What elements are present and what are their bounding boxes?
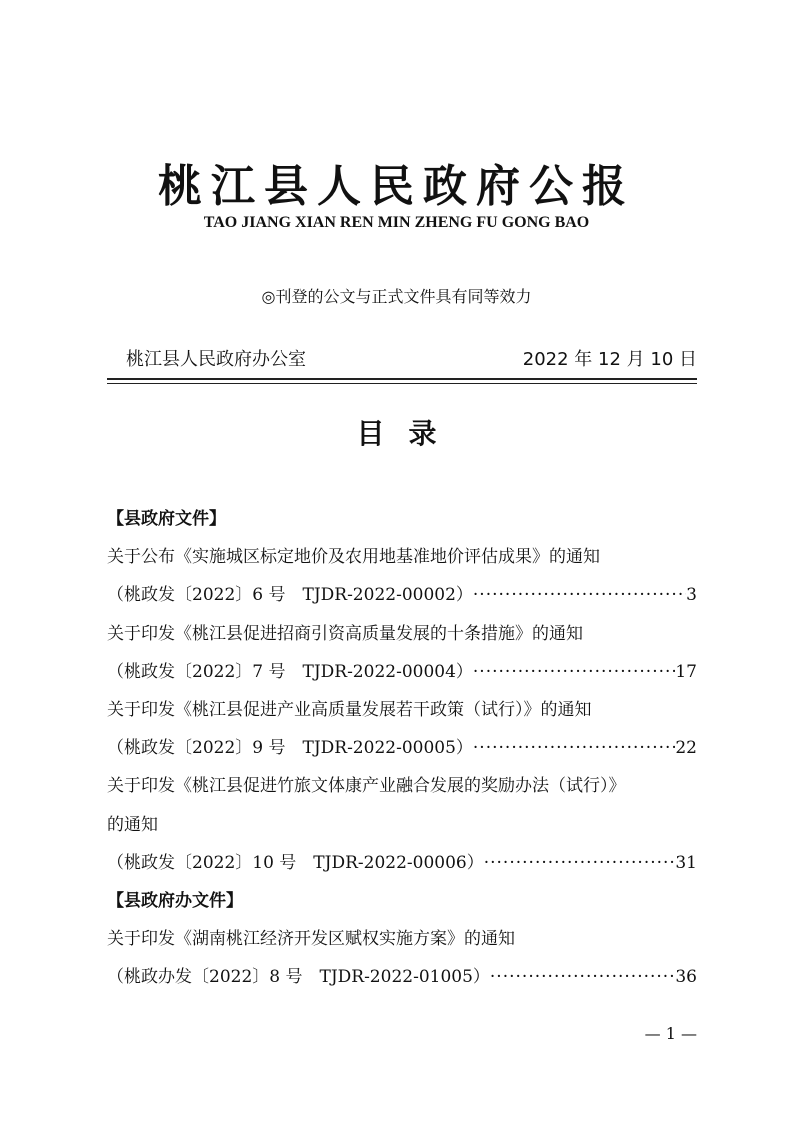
toc-entry-title[interactable]: 的通知 <box>107 814 158 835</box>
toc-entry-title[interactable]: 关于印发《湖南桃江经济开发区赋权实施方案》的通知 <box>107 929 515 950</box>
toc-entry-page: 22 <box>675 738 697 759</box>
toc-entry-ref-line[interactable] <box>107 844 697 882</box>
dot-leader <box>473 729 675 767</box>
toc-entry-doc-number: （桃政发〔2022〕10 号 TJDR-2022-00006） <box>107 852 484 873</box>
gazette-pinyin-title: TAO JIANG XIAN REN MIN ZHENG FU GONG BAO <box>203 214 590 231</box>
issuer: 桃江县人民政府办公室 <box>126 349 306 370</box>
gazette-title: 桃江县人民政府公报 <box>158 161 635 212</box>
toc-entry-ref-line[interactable] <box>107 576 697 614</box>
toc-entry-page: 17 <box>675 661 697 682</box>
toc-entry-page: 36 <box>675 967 697 988</box>
validity-notice: ◎刊登的公文与正式文件具有同等效力 <box>261 287 532 306</box>
toc-entry-doc-number: （桃政发〔2022〕6 号 TJDR-2022-00002） <box>107 585 473 606</box>
toc-entry-ref-line[interactable] <box>107 958 697 996</box>
toc-entry-doc-number: （桃政发〔2022〕7 号 TJDR-2022-00004） <box>107 661 473 682</box>
toc-entry-title[interactable]: 关于公布《实施城区标定地价及农用地基准地价评估成果》的通知 <box>107 547 600 568</box>
toc-entry-title[interactable]: 关于印发《桃江县促进产业高质量发展若干政策（试行）》的通知 <box>107 699 592 720</box>
dot-leader <box>484 844 676 882</box>
toc-entry-ref-line[interactable] <box>107 653 697 691</box>
dot-leader <box>473 653 675 691</box>
dot-leader <box>473 576 686 614</box>
page-number: — 1 — <box>644 1024 697 1043</box>
toc-entry-page: 3 <box>686 585 697 606</box>
header-rule-thin <box>107 383 697 384</box>
toc-entry-doc-number: （桃政办发〔2022〕8 号 TJDR-2022-01005） <box>107 967 490 988</box>
toc-entry-doc-number: （桃政发〔2022〕9 号 TJDR-2022-00005） <box>107 738 473 759</box>
header-rule-thick <box>107 378 697 380</box>
toc-entry-ref-line[interactable] <box>107 729 697 767</box>
issue-date: 2022 年 12 月 10 日 <box>522 349 697 370</box>
dot-leader <box>490 958 675 996</box>
toc-entry-title[interactable]: 关于印发《桃江县促进竹旅文体康产业融合发展的奖励办法（试行）》 <box>107 776 626 797</box>
table-of-contents <box>107 500 697 996</box>
toc-section-heading: 【县政府办文件】 <box>107 890 243 911</box>
toc-entry-page: 31 <box>675 852 697 873</box>
toc-entry-title[interactable]: 关于印发《桃江县促进招商引资高质量发展的十条措施》的通知 <box>107 623 583 644</box>
toc-title: 目录 <box>356 417 461 450</box>
toc-section-heading: 【县政府文件】 <box>107 509 226 529</box>
